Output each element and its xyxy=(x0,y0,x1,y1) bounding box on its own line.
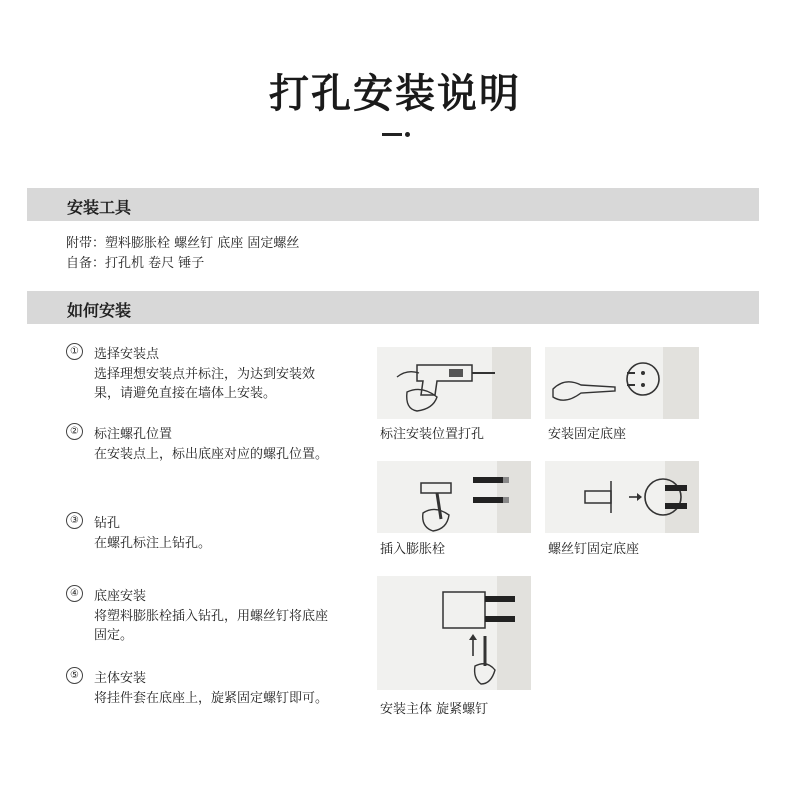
step-title: 底座安装 xyxy=(94,589,147,604)
step-description: 在安装点上，标出底座对应的螺孔位置。 xyxy=(94,447,329,462)
title-dot xyxy=(405,132,410,137)
page-title: 打孔安装说明 xyxy=(269,71,521,117)
step-title: 选择安装点 xyxy=(94,347,160,362)
step-description: 将塑料膨胀栓插入钻孔，用螺丝钉将底座固定。 xyxy=(94,609,329,643)
step-number: ⑤ xyxy=(66,667,83,684)
section-bar-how xyxy=(27,291,759,324)
section-heading-tools: 安装工具 xyxy=(67,198,132,217)
tools-included: 附带：塑料膨胀栓 螺丝钉 底座 固定螺丝 xyxy=(66,236,300,251)
step-number: ② xyxy=(66,423,83,440)
insert-anchor-illustration xyxy=(377,461,531,533)
step-number: ① xyxy=(66,343,83,360)
tools-self-provided: 自备：打孔机 卷尺 锤子 xyxy=(66,256,205,271)
section-bar-tools xyxy=(27,188,759,221)
drill-illustration xyxy=(377,347,531,419)
caption-insert-anchor: 插入膨胀栓 xyxy=(380,542,446,557)
step-number: ③ xyxy=(66,512,83,529)
step-description: 将挂件套在底座上，旋紧固定螺钉即可。 xyxy=(94,691,329,706)
section-heading-how: 如何安装 xyxy=(67,301,132,320)
screw-base-illustration xyxy=(545,461,699,533)
caption-drill: 标注安装位置打孔 xyxy=(380,427,485,442)
tools-list xyxy=(66,234,299,274)
caption-screw-base: 螺丝钉固定底座 xyxy=(548,542,640,557)
fix-base-illustration xyxy=(545,347,699,419)
caption-fix-base: 安装固定底座 xyxy=(548,427,627,442)
mount-body-illustration xyxy=(377,576,531,690)
step-description: 选择理想安装点并标注，为达到安装效果，请避免直接在墙体上安装。 xyxy=(94,367,316,401)
step-title: 主体安装 xyxy=(94,671,147,686)
step-description: 在螺孔标注上钻孔。 xyxy=(94,536,212,551)
title-underline xyxy=(382,133,402,136)
step-title: 钻孔 xyxy=(94,516,121,531)
step-number: ④ xyxy=(66,585,83,602)
caption-mount-body: 安装主体 旋紧螺钉 xyxy=(380,702,489,717)
step-title: 标注螺孔位置 xyxy=(94,427,173,442)
